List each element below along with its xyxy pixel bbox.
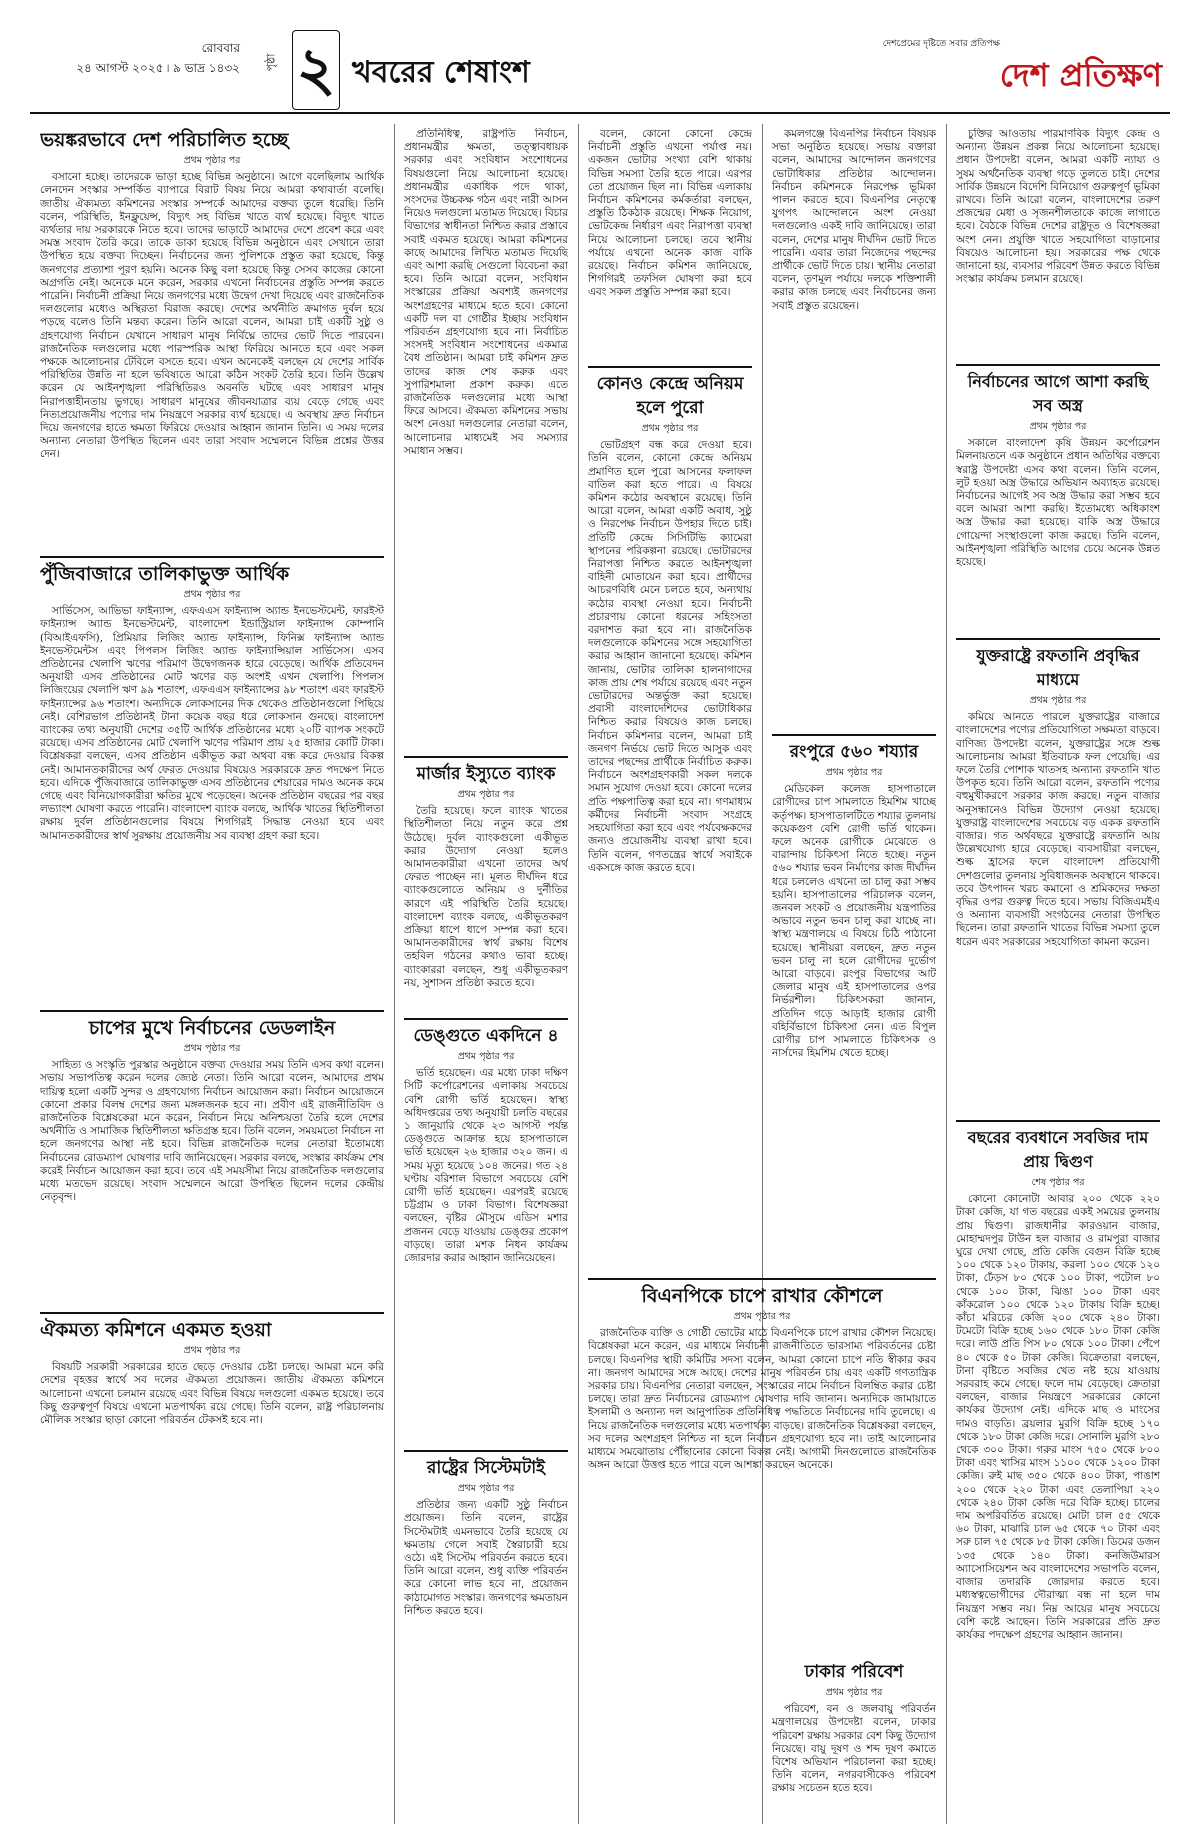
- continued-note: শেষ পৃষ্ঠার পর: [1031, 1177, 1085, 1188]
- article-body: চুক্তির আওতায় পারমাণবিক বিদ্যুৎ কেন্দ্র ও অন্যান্য উন্নয়ন প্রকল্প নিয়ে আলোচনা হয়েছে। প্রধান উপদেষ্টা বলেন, আমরা একটি ন্যায্য ও সুষম অর্থনৈতিক ব্যবস্থা গড়ে তুলতে চাই। দেশের সার্বিক উন্নয়নে বিদেশি বিনিয়োগ গুরুত্বপূর্ণ ভূমিকা রাখবে। তিনি আরো বলেন, বাংলাদেশের তরুণ প্রজন্মের মেধা ও সৃজনশীলতাকে কাজে লাগাতে হবে। বৈঠকে বিভিন্ন দেশের রাষ্ট্রদূত ও বিশেষজ্ঞরা অংশ নেন। প্রযুক্তি খাতে সহযোগিতা বাড়ানোর বিষয়েও আলোচনা হয়। সরকারের পক্ষ থেকে জানানো হয়, ব্যবসার পরিবেশ উন্নত করতে বিভিন্ন সংস্কার কার্যক্রম চলমান রয়েছে।: [956, 128, 1160, 286]
- article-body: কমলগঞ্জে বিএনপির নির্বাচন বিষয়ক সভা অনুষ্ঠিত হয়েছে। সভায় বক্তারা বলেন, আমাদের আন্দোলন জনগণের ভোটাধিকার প্রতিষ্ঠার আন্দোলন। নির্বাচন কমিশনকে নিরপেক্ষ ভূমিকা পালন করতে হবে। বিএনপির নেতৃত্বে যুগপৎ আন্দোলনে অংশ নেওয়া দলগুলোও একই দাবি জানিয়েছে। তারা বলেন, দেশের মানুষ দীর্ঘদিন ভোট দিতে পারেনি। এবার তারা নিজেদের পছন্দের প্রার্থীকে ভোট দিতে চায়। স্থানীয় নেতারা বলেন, তৃণমূল পর্যায়ে দলকে শক্তিশালী করার কাজ চলছে এবং নির্বাচনের জন্য সবাই প্রস্তুত রয়েছেন।: [772, 128, 936, 312]
- tagline: দেশপ্রেমের দৃষ্টিতে সবার প্রতিপক্ষ: [882, 39, 1000, 49]
- headline: কোনও কেন্দ্রে অনিয়ম হলে পুরো: [596, 374, 744, 418]
- article-body: কোনো কোনোটা আবার ২০০ থেকে ২২০ টাকা কেজি, যা গত বছরের একই সময়ের তুলনায় প্রায় দ্বিগুণ। রাজধানীর কারওয়ান বাজার, মোহাম্মদপুর টাউন হল বাজার ও রামপুরা বাজার ঘুরে দেখা গেছে, প্রতি কেজি বেগুন বিক্রি হচ্ছে ১০০ থেকে ১২০ টাকায়, করলা ১০০ থেকে ১২০ টাকা, ঢেঁড়স ৮০ থেকে ১০০ টাকা, পটোল ৮০ থেকে ১০০ টাকা, ঝিঙা ১০০ টাকা এবং কাঁকরোল ১০০ থেকে ১২০ টাকায় বিক্রি হচ্ছে। কাঁচা মরিচের কেজি ২০০ থেকে ২৪০ টাকা। টমেটো বিক্রি হচ্ছে ১৬০ থেকে ১৮০ টাকা কেজি দরে। লাউ প্রতি পিস ৮০ থেকে ১০০ টাকা। পেঁপে ৪০ থেকে ৫০ টাকা কেজি। বিক্রেতারা বলছেন, টানা বৃষ্টিতে সবজির খেত নষ্ট হয়ে যাওয়ায় সরবরাহ কমে গেছে। ফলে দাম বেড়েছে। ক্রেতারা বলছেন, বাজার নিয়ন্ত্রণে সরকারের কোনো কার্যকর উদ্যোগ নেই। এদিকে মাছ ও মাংসের দামও বাড়তি। ব্রয়লার মুরগি বিক্রি হচ্ছে ১৭০ থেকে ১৮০ টাকা কেজি দরে। সোনালি মুরগি ২৮০ থেকে ৩০০ টাকা। গরুর মাংস ৭৫০ থেকে ৮০০ টাকা এবং খাসির মাংস ১১০০ থেকে ১২০০ টাকা কেজি। রুই মাছ ৩৫০ থেকে ৪০০ টাকা, পাঙাশ ২০০ থেকে ২২০ টাকা এবং তেলাপিয়া ২২০ থেকে ২৪০ টাকা কেজি দরে বিক্রি হচ্ছে। চালের দাম অপরিবর্তিত রয়েছে। মোটা চাল ৫৫ থেকে ৬০ টাকা, মাঝারি চাল ৬৫ থেকে ৭০ টাকা এবং সরু চাল ৭৫ থেকে ৮৫ টাকা কেজি। ডিমের ডজন ১৩৫ থেকে ১৪০ টাকা। কনজিউমারস অ্যাসোসিয়েশন অব বাংলাদেশের সভাপতি বলেন, বাজার তদারকি জোরদার করতে হবে। মধ্যস্বত্বভোগীদের দৌরাত্ম্য বন্ধ না হলে দাম নিয়ন্ত্রণ সম্ভব নয়। নিম্ন আয়ের মানুষ সবচেয়ে বেশি কষ্টে আছেন। তিনি সরকারের প্রতি দ্রুত কার্যকর পদক্ষেপ গ্রহণের আহ্বান জানান।: [956, 1193, 1160, 1641]
- article-divider: [956, 638, 1160, 640]
- article-chaper-mukhe: [40, 1016, 384, 1306]
- article-divider: [40, 556, 384, 558]
- headline: মার্জার ইস্যুতে ব্যাংক: [416, 764, 556, 784]
- article-vegetable-price: [956, 1126, 1160, 1824]
- article-divider: [588, 366, 752, 368]
- article-dhaka-environment: [772, 1660, 936, 1824]
- weekday: রোববার: [201, 41, 240, 55]
- headline: বছরের ব্যবধানে সবজির দাম প্রায় দ্বিগুণ: [967, 1128, 1149, 1171]
- article-divider: [956, 1120, 1160, 1122]
- article-body: বসানো হচ্ছে। তাদেরকে ভাড়া হচ্ছে বিভিন্ন অনুষ্ঠানে। আগে বলেছিলাম আর্থিক লেনদেন সংস্কার সম্পর্কিত ব্যাপারে বিরাট বিষয় নিয়ে আমরা কথাবার্তা বলেছি। জাতীয় ঐক্যমত্য কমিশনের সংস্কার সম্পর্কে আমাদের বক্তব্য তুলে ধরেছি। তিনি বলেন, পরিস্থিতি, ইনফ্লুয়েন্স, বিদ্যুৎ সহ বিভিন্ন খাতে ব্যর্থ হয়েছে। বিদ্যুৎ খাতে ব্যর্থতার দায় সরকারকে নিতে হবে। তাদের ভাড়াটে আমাদের দেশে প্রবেশ করে এবং সমস্ত সংবাদ তৈরি করে। তাকে ডাকা হয়েছে বিভিন্ন অনুষ্ঠানে এবং সেখানে তারা উপস্থিত হয়ে বক্তব্য দিচ্ছেন। নির্বাচনের জন্য পুলিশকে প্রস্তুত করা হয়েছে, কিন্তু জনগণের প্রত্যাশা পূরণ হয়নি। অনেক কিছু বলা হয়েছে কিন্তু সেসব কাজের কোনো অগ্রগতি নেই। অনেকে মনে করেন, সরকার এখনো নির্বাচনের প্রস্তুতি সম্পন্ন করতে পারেনি। নির্বাচনী প্রক্রিয়া নিয়ে জনগণের মধ্যে উদ্বেগ দেখা দিয়েছে এবং রাজনৈতিক দলগুলোর মধ্যেও অস্থিরতা বিরাজ করছে। দেশের অর্থনীতি ক্রমাগত দুর্বল হয়ে পড়ছে বলেও তিনি মন্তব্য করেন। তিনি আরো বলেন, আমরা চাই একটি সুষ্ঠু ও গ্রহণযোগ্য নির্বাচন যেখানে সাধারণ মানুষ নির্বিঘ্নে তাদের ভোট দিতে পারবেন। রাজনৈতিক দলগুলোর মধ্যে পারস্পরিক আস্থা ফিরিয়ে আনতে হবে এবং সকল পক্ষকে আলোচনার টেবিলে বসতে হবে। এখন অনেকেই বলছেন যে দেশের সার্বিক পরিস্থিতির উন্নতি না হলে ভবিষ্যতে আরো কঠিন সংকট তৈরি হবে। তিনি উল্লেখ করেন যে আইনশৃঙ্খলা পরিস্থিতিরও অবনতি ঘটছে এবং সাধারণ মানুষ নিরাপত্তাহীনতায় ভুগছে। সাধারণ মানুষের জীবনযাত্রার ব্যয় বেড়ে গেছে এবং নিত্যপ্রয়োজনীয় পণ্যের দাম নিয়ন্ত্রণে সরকার ব্যর্থ হয়েছে। এ অবস্থায় দ্রুত নির্বাচন দিয়ে জনগণের হাতে ক্ষমতা ফিরিয়ে দেওয়ার আহ্বান জানান তিনি। এ সময় দলের অন্যান্য নেতারা উপস্থিত ছিলেন এবং তারা সংবাদ সম্মেলনে বিভিন্ন প্রশ্নের উত্তর দেন।: [40, 171, 384, 461]
- continued-note: প্রথম পৃষ্ঠার পর: [641, 423, 699, 434]
- headline: ঐকমত্য কমিশনে একমত হওয়া: [40, 1319, 272, 1341]
- continued-note: প্রথম পৃষ্ঠার পর: [825, 767, 883, 778]
- article-divider: [40, 1010, 384, 1012]
- headline: পুঁজিবাজারে তালিকাভুক্ত আর্থিক: [40, 563, 290, 585]
- continued-note: প্রথম পৃষ্ঠার পর: [1029, 421, 1087, 432]
- column-rule: [578, 124, 579, 1824]
- headline: চাপের মুখে নির্বাচনের ডেডলাইন: [88, 1017, 336, 1039]
- article-dengue: [404, 1024, 568, 1444]
- date-line: ২৪ আগস্ট ২০২৫ ৷ ৯ ভাদ্র ১৪৩২: [76, 61, 240, 75]
- article-body: বিষয়টি সরকারী সরকারের হাতে ছেড়ে দেওয়ার চেষ্টা চলছে। আমরা মনে করি দেশের বৃহত্তর স্বার্থে সব দলের ঐকমত্য প্রয়োজন। জাতীয় ঐকমত্য কমিশনে আলোচনা এখনো চলমান রয়েছে এবং বিভিন্ন বিষয়ে দলগুলো একমত হয়েছে। তবে কিছু গুরুত্বপূর্ণ বিষয়ে এখনো মতপার্থক্য রয়ে গেছে। তিনি বলেন, রাষ্ট্র পরিচালনায় মৌলিক সংস্কার ছাড়া কোনো পরিবর্তন টেকসই হবে না।: [40, 1361, 384, 1427]
- article-body: কমিয়ে আনতে পারলে যুক্তরাষ্ট্রের বাজারে বাংলাদেশের পণ্যের প্রতিযোগিতা সক্ষমতা বাড়বে। বাণিজ্য উপদেষ্টা বলেন, যুক্তরাষ্ট্রের সঙ্গে শুল্ক আলোচনায় আমরা ইতিবাচক ফল পেয়েছি। এর ফলে তৈরি পোশাক খাতসহ অন্যান্য রফতানি খাত উপকৃত হবে। তিনি আরো বলেন, রফতানি পণ্যের বহুমুখীকরণে সরকার কাজ করছে। নতুন বাজার অনুসন্ধানেও বিভিন্ন উদ্যোগ নেওয়া হয়েছে। যুক্তরাষ্ট্র বাংলাদেশের সবচেয়ে বড় একক রফতানি বাজার। গত অর্থবছরে যুক্তরাষ্ট্রে রফতানি আয় উল্লেখযোগ্য হারে বেড়েছে। ব্যবসায়ীরা বলছেন, শুল্ক হ্রাসের ফলে বাংলাদেশ প্রতিযোগী দেশগুলোর তুলনায় সুবিধাজনক অবস্থানে থাকবে। তবে উৎপাদন খরচ কমানো ও শ্রমিকদের দক্ষতা বৃদ্ধির ওপর গুরুত্ব দিতে হবে। সভায় বিজিএমইএ ও অন্যান্য ব্যবসায়ী সংগঠনের নেতারা উপস্থিত ছিলেন। তারা রফতানি খাতের বিভিন্ন সমস্যা তুলে ধরেন এবং সরকারের সহযোগিতা কামনা করেন।: [956, 711, 1160, 948]
- article-continuation-bnp-meeting: [772, 128, 936, 728]
- date-block: [40, 38, 240, 78]
- article-divider: [404, 1018, 568, 1020]
- article-us-export: [956, 644, 1160, 1114]
- article-divider: [404, 1450, 568, 1452]
- continued-note: প্রথম পৃষ্ঠার পর: [183, 1043, 241, 1054]
- continued-note: প্রথম পৃষ্ঠার পর: [733, 1311, 791, 1322]
- article-body: সার্ভিসেস, আভিভা ফাইন্যান্স, এফএএস ফাইন্যান্স অ্যান্ড ইনভেস্টমেন্ট, ফারইস্ট ফাইন্যান্স অ্যান্ড ইনভেস্টমেন্ট, বাংলাদেশ ইন্ডাস্ট্রিয়াল ফাইন্যান্স কোম্পানি (বিআইএফসি), প্রিমিয়ার লিজিং অ্যান্ড ফাইন্যান্স, ফিনিক্স ফাইন্যান্স অ্যান্ড ইনভেস্টমেন্টস এবং পিপলস লিজিং অ্যান্ড ফাইন্যান্সিয়াল সার্ভিসেস। এসব প্রতিষ্ঠানের খেলাপি ঋণের পরিমাণ উদ্বেগজনক হারে বেড়েছে। আর্থিক প্রতিবেদন অনুযায়ী এসব প্রতিষ্ঠানের মোট ঋণের বড় অংশই এখন খেলাপি। পিপলস লিজিংয়ের খেলাপি ঋণ ৯৯ শতাংশ, এফএএস ফাইন্যান্সের ৯৮ শতাংশ এবং ফারইস্ট ফাইন্যান্সের ৯৬ শতাংশ। অন্যদিকে লোকসানের দিক থেকেও প্রতিষ্ঠানগুলো পিছিয়ে নেই। বেশিরভাগ প্রতিষ্ঠানই টানা কয়েক বছর ধরে লোকসান গুনছে। বাংলাদেশ ব্যাংকের তথ্য অনুযায়ী দেশের ৩৫টি আর্থিক প্রতিষ্ঠানের মধ্যে ২০টি ব্যাপক সংকটে রয়েছে। এসব প্রতিষ্ঠানের মোট খেলাপি ঋণের পরিমাণ প্রায় ২৫ হাজার কোটি টাকা। বিশ্লেষকরা বলছেন, এসব প্রতিষ্ঠান একীভূত করা অথবা বন্ধ করে দেওয়ার বিকল্প নেই। আমানতকারীদের অর্থ ফেরত দেওয়ার বিষয়েও সরকারকে দ্রুত পদক্ষেপ নিতে হবে। এদিকে পুঁজিবাজারে তালিকাভুক্ত এসব প্রতিষ্ঠানের শেয়ারের দামও অনেক কমে গেছে এবং বিনিয়োগকারীরা ক্ষতির মুখে পড়েছেন। অনেক প্রতিষ্ঠান বছরের পর বছর লভ্যাংশ ঘোষণা করতে পারেনি। বাংলাদেশ ব্যাংক বলছে, আর্থিক খাতের স্থিতিশীলতা রক্ষায় দুর্বল প্রতিষ্ঠানগুলোর বিষয়ে শিগগিরই সিদ্ধান্ত নেওয়া হবে এবং আমানতকারীদের স্বার্থ সুরক্ষায় প্রয়োজনীয় সব ব্যবস্থা গ্রহণ করা হবে।: [40, 605, 384, 842]
- article-body: রাজনৈতিক ব্যক্তি ও গোষ্ঠী ভোটের মাঠে বিএনপিকে চাপে রাখার কৌশল নিয়েছে। বিশ্লেষকরা মনে করেন, এর মাধ্যমে নির্বাচনী রাজনীতিতে ভারসাম্য পরিবর্তনের চেষ্টা চলছে। বিএনপির স্থায়ী কমিটির সদস্য বলেন, আমরা কোনো চাপে নতি স্বীকার করব না। জনগণ আমাদের সঙ্গে আছে। দেশের মানুষ পরিবর্তন চায় এবং একটি গণতান্ত্রিক সরকার চায়। বিএনপির নেতারা বলছেন, সংস্কারের নামে নির্বাচন বিলম্বিত করার চেষ্টা চলছে। তারা দ্রুত নির্বাচনের রোডম্যাপ ঘোষণার দাবি জানান। অন্যদিকে জামায়াতে ইসলামী ও অন্যান্য দল আনুপাতিক প্রতিনিধিত্ব পদ্ধতিতে নির্বাচনের দাবি তুলেছে। এ নিয়ে রাজনৈতিক দলগুলোর মধ্যে মতপার্থক্য বাড়ছে। রাজনৈতিক বিশ্লেষকরা বলছেন, সব দলের অংশগ্রহণ নিশ্চিত না হলে নির্বাচন গ্রহণযোগ্য হবে না। তাই আলোচনার মাধ্যমে সমঝোতায় পৌঁছানোর কোনো বিকল্প নেই। আগামী দিনগুলোতে রাজনৈতিক অঙ্গন আরো উত্তপ্ত হতে পারে বলে আশঙ্কা করছেন অনেকে।: [588, 1327, 936, 1472]
- article-body: পরিবেশ, বন ও জলবায়ু পরিবর্তন মন্ত্রণালয়ের উপদেষ্টা বলেন, ঢাকার পরিবেশ রক্ষায় সরকার বেশ কিছু উদ্যোগ নিয়েছে। বায়ু দূষণ ও শব্দ দূষণ কমাতে বিশেষ অভিযান পরিচালনা করা হচ্ছে। তিনি বলেন, নগরবাসীকেও পরিবেশ রক্ষায় সচেতন হতে হবে।: [772, 1703, 936, 1795]
- article-punjibajar: [40, 562, 384, 1002]
- continued-note: প্রথম পৃষ্ঠার পর: [183, 155, 241, 166]
- article-body: ভোটগ্রহণ বন্ধ করে দেওয়া হবে। তিনি বলেন, কোনো কেন্দ্রে অনিয়ম প্রমাণিত হলে পুরো আসনের ফলাফল বাতিল করা হতে পারে। এ বিষয়ে কমিশন কঠোর অবস্থানে রয়েছে। তিনি আরো বলেন, আমরা একটি অবাধ, সুষ্ঠু ও নিরপেক্ষ নির্বাচন উপহার দিতে চাই। প্রতিটি কেন্দ্রে সিসিটিভি ক্যামেরা স্থাপনের পরিকল্পনা রয়েছে। ভোটারদের নিরাপত্তা নিশ্চিত করতে আইনশৃঙ্খলা বাহিনী মোতায়েন করা হবে। প্রার্থীদের আচরণবিধি মেনে চলতে হবে, অন্যথায় কঠোর ব্যবস্থা নেওয়া হবে। নির্বাচনী প্রচারণায় কোনো ধরনের সহিংসতা বরদাশত করা হবে না। রাজনৈতিক দলগুলোকে কমিশনের সঙ্গে সহযোগিতা করার আহ্বান জানানো হয়েছে। কমিশন জানায়, ভোটার তালিকা হালনাগাদের কাজ প্রায় শেষ পর্যায়ে রয়েছে এবং নতুন ভোটারদের অন্তর্ভুক্ত করা হয়েছে। প্রবাসী বাংলাদেশিদের ভোটাধিকার নিশ্চিত করার বিষয়েও কাজ চলছে। নির্বাচন কমিশনার বলেন, আমরা চাই জনগণ নির্ভয়ে ভোট দিতে আসুক এবং তাদের পছন্দের প্রার্থীকে নির্বাচিত করুক। নির্বাচনে অংশগ্রহণকারী সকল দলকে সমান সুযোগ দেওয়া হবে। কোনো দলের প্রতি পক্ষপাতিত্ব করা হবে না। গণমাধ্যম কর্মীদের নির্বাচনী সংবাদ সংগ্রহে সহযোগিতা করা হবে এবং পর্যবেক্ষকদের জন্যও প্রয়োজনীয় ব্যবস্থা রাখা হবে। তিনি বলেন, গণতন্ত্রের স্বার্থে সবাইকে একসঙ্গে কাজ করতে হবে।: [588, 439, 752, 874]
- headline: রাষ্ট্রের সিস্টেমটাই: [426, 1458, 546, 1478]
- continued-note: প্রথম পৃষ্ঠার পর: [183, 1345, 241, 1356]
- article-vhoyonkor: [40, 128, 384, 548]
- article-rangpur-hospital: [772, 740, 936, 1240]
- article-body: প্রতিষ্ঠার জন্য একটি সুষ্ঠু নির্বাচন প্রয়োজন। তিনি বলেন, রাষ্ট্রের সিস্টেমটাই এমনভাবে তৈরি হয়েছে যে ক্ষমতায় গেলে সবাই স্বৈরাচারী হয়ে ওঠে। এই সিস্টেম পরিবর্তন করতে হবে। তিনি আরো বলেন, শুধু ব্যক্তি পরিবর্তন করে কোনো লাভ হবে না, প্রয়োজন কাঠামোগত সংস্কার। জনগণের ক্ষমতায়ন নিশ্চিত করতে হবে।: [404, 1499, 568, 1617]
- article-oikkomotto: [40, 1318, 384, 1824]
- continued-note: প্রথম পৃষ্ঠার পর: [1029, 695, 1087, 706]
- headline: নির্বাচনের আগে আশা করছি সব অস্ত্র: [967, 372, 1149, 415]
- masthead: [30, 24, 1170, 114]
- article-body: তৈরি হয়েছে। ফলে ব্যাংক খাতের স্থিতিশীলতা নিয়ে নতুন করে প্রশ্ন উঠেছে। দুর্বল ব্যাংকগুলো একীভূত করার উদ্যোগ নেওয়া হলেও আমানতকারীরা এখনো তাদের অর্থ ফেরত পাচ্ছেন না। মূলত দীর্ঘদিন ধরে ব্যাংকগুলোতে অনিয়ম ও দুর্নীতির কারণে এই পরিস্থিতি তৈরি হয়েছে। বাংলাদেশ ব্যাংক বলছে, একীভূতকরণ প্রক্রিয়া ধাপে ধাপে সম্পন্ন করা হবে। আমানতকারীদের স্বার্থ রক্ষায় বিশেষ তহবিল গঠনের কথাও ভাবা হচ্ছে। ব্যাংকাররা বলছেন, শুধু একীভূতকরণ নয়, সুশাসন প্রতিষ্ঠা করতে হবে।: [404, 805, 568, 989]
- continued-note: প্রথম পৃষ্ঠার পর: [457, 789, 515, 800]
- headline: ভয়ঙ্করভাবে দেশ পরিচালিত হচ্ছে: [40, 129, 289, 151]
- headline: রংপুরে ৫৬০ শয্যার: [789, 742, 919, 762]
- continued-note: প্রথম পৃষ্ঠার পর: [183, 589, 241, 600]
- article-body: বলেন, কোনো কোনো কেন্দ্রে নির্বাচনী প্রস্তুতি এখনো পর্যাপ্ত নয়। একজন ভোটার সংখ্যা বেশি থাকায় বিভিন্ন সমস্যা তৈরি হতে পারে। এরপর তো প্রয়োজন ছিল না। বিভিন্ন এলাকায় নির্বাচন কমিশনের কর্মকর্তারা বলছেন, প্রস্তুতি ঠিকঠাক রয়েছে। শিক্ষক নিয়োগ, ভোটকেন্দ্র নির্ধারণ এবং নিরাপত্তা ব্যবস্থা নিয়ে আলোচনা চলছে। তবে স্থানীয় পর্যায়ে এখনো অনেক কাজ বাকি রয়েছে। নির্বাচন কমিশন জানিয়েছে, শিগগিরই তফসিল ঘোষণা করা হবে এবং সকল প্রস্তুতি সম্পন্ন করা হবে।: [588, 128, 752, 299]
- article-merger-bank: [404, 762, 568, 1012]
- article-divider: [956, 364, 1160, 366]
- section-title: খবরের শেষাংশ: [352, 55, 530, 90]
- page-label: পৃষ্ঠা: [264, 53, 278, 72]
- article-onium-kendro: [588, 372, 752, 1272]
- article-divider: [588, 1278, 936, 1280]
- continued-note: প্রথম পৃষ্ঠার পর: [825, 1687, 883, 1698]
- headline: ডেঙ্গুতে একদিনে ৪: [413, 1026, 559, 1046]
- headline: ঢাকার পরিবেশ: [804, 1662, 904, 1682]
- article-body: সাহিত্য ও সংস্কৃতি পুরস্কার অনুষ্ঠানে বক্তব্য দেওয়ার সময় তিনি এসব কথা বলেন। সভায় সভাপতিত্ব করেন দলের জ্যেষ্ঠ নেতা। তিনি আরো বলেন, আমাদের প্রথম দায়িত্ব হলো একটি সুন্দর ও গ্রহণযোগ্য নির্বাচন আয়োজন করা। নির্বাচন আয়োজনে কোনো প্রকার বিলম্ব দেশের জন্য মঙ্গলজনক হবে না। প্রবীণ এই রাজনীতিবিদ ও রাজনৈতিক বিশ্লেষকেরা মনে করেন, নির্বাচন নিয়ে অনিশ্চয়তা তৈরি হলে দেশের অর্থনীতি ও সামাজিক স্থিতিশীলতা ক্ষতিগ্রস্ত হবে। তিনি বলেন, সময়মতো নির্বাচন না হলে জনগণের আস্থা নষ্ট হবে। বিভিন্ন রাজনৈতিক দলের নেতারা ইতোমধ্যে নির্বাচনের রোডম্যাপ ঘোষণার দাবি জানিয়েছেন। সরকার বলছে, সংস্কার কার্যক্রম শেষ করেই নির্বাচন আয়োজন করা হবে। তবে এই সময়সীমা নিয়ে রাজনৈতিক দলগুলোর মধ্যে মতভেদ রয়েছে। সংবাদ সম্মেলনে আরো উপস্থিত ছিলেন দলের কেন্দ্রীয় নেতৃবৃন্দ।: [40, 1059, 384, 1204]
- headline: যুক্তরাষ্ট্রে রফতানি প্রবৃদ্ধির মাধ্যমে: [976, 646, 1140, 689]
- article-rashtrer-system: [404, 1456, 568, 1824]
- article-body: মেডিকেল কলেজ হাসপাতালে রোগীদের চাপ সামলাতে হিমশিম খাচ্ছে কর্তৃপক্ষ। হাসপাতালটিতে শয্যার তুলনায় কয়েকগুণ বেশি রোগী ভর্তি থাকেন। ফলে অনেক রোগীকে মেঝেতে ও বারান্দায় চিকিৎসা নিতে হচ্ছে। নতুন ৫৬০ শয্যার ভবন নির্মাণের কাজ দীর্ঘদিন ধরে চললেও এখনো তা চালু করা সম্ভব হয়নি। হাসপাতালের পরিচালক বলেন, জনবল সংকট ও প্রয়োজনীয় যন্ত্রপাতির অভাবে নতুন ভবন চালু করা যাচ্ছে না। স্বাস্থ্য মন্ত্রণালয়ে এ বিষয়ে চিঠি পাঠানো হয়েছে। স্থানীয়রা বলছেন, দ্রুত নতুন ভবন চালু না হলে রোগীদের দুর্ভোগ আরো বাড়বে। রংপুর বিভাগের আট জেলার মানুষ এই হাসপাতালের ওপর নির্ভরশীল। চিকিৎসকরা জানান, প্রতিদিন গড়ে আড়াই হাজার রোগী বহির্বিভাগে চিকিৎসা নেন। এত বিপুল রোগীর চাপ সামলাতে চিকিৎসক ও নার্সদের হিমশিম খেতে হচ্ছে।: [772, 783, 936, 1060]
- article-body: ভর্তি হয়েছেন। এর মধ্যে ঢাকা দক্ষিণ সিটি কর্পোরেশনের এলাকায় সবচেয়ে বেশি রোগী ভর্তি হয়েছেন। স্বাস্থ্য অধিদপ্তরের তথ্য অনুযায়ী চলতি বছরের ১ জানুয়ারি থেকে ২৩ আগস্ট পর্যন্ত ডেঙ্গুতে আক্রান্ত হয়ে হাসপাতালে ভর্তি হয়েছেন ২৬ হাজার ৩২০ জন। এ সময় মৃত্যু হয়েছে ১০৪ জনের। গত ২৪ ঘণ্টায় বরিশাল বিভাগে সবচেয়ে বেশি রোগী ভর্তি হয়েছেন। এরপরই রয়েছে চট্টগ্রাম ও ঢাকা বিভাগ। বিশেষজ্ঞরা বলছেন, বৃষ্টির মৌসুমে এডিস মশার প্রজনন বেড়ে যাওয়ায় ডেঙ্গুর প্রকোপ বাড়ছে। তারা মশক নিধন কার্যক্রম জোরদার করার আহ্বান জানিয়েছেন।: [404, 1067, 568, 1265]
- article-divider: [404, 756, 568, 758]
- article-divider: [40, 1312, 384, 1314]
- newspaper-logo: দেশ প্রতিক্ষণ: [999, 56, 1162, 94]
- article-divider: [772, 734, 936, 736]
- continued-note: প্রথম পৃষ্ঠার পর: [457, 1051, 515, 1062]
- headline: বিএনপিকে চাপে রাখার কৌশলে: [641, 1285, 883, 1307]
- article-body: প্রতিনিধিত্ব, রাষ্ট্রপতি নির্বাচন, প্রধানমন্ত্রীর ক্ষমতা, তত্ত্বাবধায়ক সরকার এবং সংবিধান সংশোধনের বিষয়গুলো নিয়ে আলোচনা হয়েছে। প্রধানমন্ত্রীর একাধিক পদে থাকা, সংসদের উচ্চকক্ষ গঠন এবং নারী আসন নিয়েও দলগুলো মতামত দিয়েছে। বিচার বিভাগের স্বাধীনতা নিশ্চিত করার প্রস্তাবে সবাই একমত হয়েছে। আমরা কমিশনের কাছে আমাদের লিখিত মতামত দিয়েছি এবং আশা করছি সেগুলো বিবেচনা করা হবে। তিনি আরো বলেন, সংবিধান সংস্কারের প্রক্রিয়া অবশ্যই জনগণের অংশগ্রহণের মাধ্যমে হতে হবে। কোনো একটি দল বা গোষ্ঠীর ইচ্ছায় সংবিধান পরিবর্তন গ্রহণযোগ্য হবে না। নির্বাচিত সংসদই সংবিধান সংশোধনের একমাত্র বৈধ প্রতিষ্ঠান। আমরা চাই কমিশন দ্রুত তাদের কাজ শেষ করুক এবং সুপারিশমালা প্রকাশ করুক। এতে রাজনৈতিক দলগুলোর মধ্যে আস্থা ফিরে আসবে। ঐকমত্য কমিশনের সভায় অংশ নেওয়া দলগুলোর নেতারা বলেন, আলোচনার মাধ্যমেই সব সমস্যার সমাধান সম্ভব।: [404, 128, 568, 457]
- article-weapons-recovery: [956, 370, 1160, 632]
- page-number-box: [264, 30, 340, 110]
- article-body: সকালে বাংলাদেশ কৃষি উন্নয়ন কর্পোরেশন মিলনায়তনে এক অনুষ্ঠানে প্রধান অতিথির বক্তব্যে স্বরাষ্ট্র উপদেষ্টা এসব কথা বলেন। তিনি বলেন, লুট হওয়া অস্ত্র উদ্ধারে অভিযান অব্যাহত রয়েছে। নির্বাচনের আগেই সব অস্ত্র উদ্ধার করা সম্ভব হবে বলে আমরা আশা করছি। ইতোমধ্যে অধিকাংশ অস্ত্র উদ্ধার করা হয়েছে। বাকি অস্ত্র উদ্ধারে গোয়েন্দা সংস্থাগুলো কাজ করছে। তিনি বলেন, আইনশৃঙ্খলা পরিস্থিতি আগের চেয়ে অনেক উন্নত হয়েছে।: [956, 437, 1160, 569]
- page-number: ২: [296, 35, 336, 105]
- column-rule: [394, 124, 395, 1824]
- column-rule: [946, 124, 947, 1824]
- continued-note: প্রথম পৃষ্ঠার পর: [457, 1483, 515, 1494]
- article-continuation-centres: [588, 128, 752, 360]
- article-continuation-representation: [404, 128, 568, 750]
- article-continuation-investment: [956, 128, 1160, 358]
